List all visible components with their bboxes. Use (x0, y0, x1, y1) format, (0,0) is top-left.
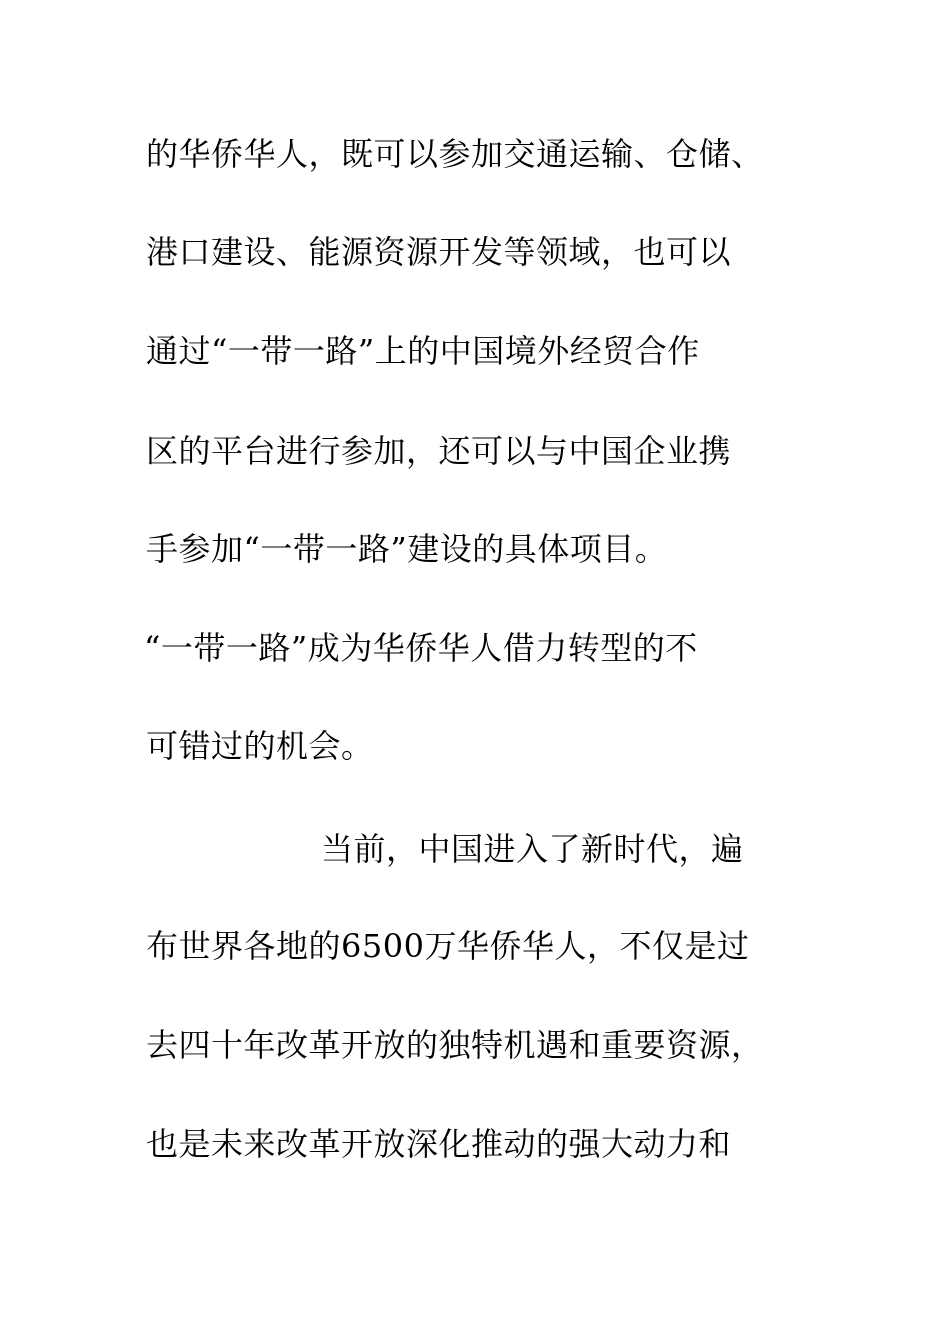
text-line-4: 区的平台进行参加，还可以与中国企业携 (146, 432, 732, 470)
text-line-10: 去四十年改革开放的独特机遇和重要资源， (146, 1026, 764, 1064)
text-line-5: 手参加“一带一路”建设的具体项目。 (146, 530, 668, 568)
text-line-2: 港口建设、能源资源开发等领域，也可以 (146, 233, 732, 271)
text-line-7: 可错过的机会。 (146, 727, 374, 765)
text-line-11: 也是未来改革开放深化推动的强大动力和 (146, 1125, 732, 1163)
paragraph-indented-line: 当前，中国进入了新时代，遍 (321, 830, 744, 868)
text-line-1: 的华侨华人，既可以参加交通运输、仓储、 (146, 135, 764, 173)
text-line-3: 通过“一带一路”上的中国境外经贸合作 (146, 332, 700, 370)
text-line-6: “一带一路”成为华侨华人借力转型的不 (144, 629, 698, 667)
text-line-9: 布世界各地的6500万华侨华人，不仅是过 (146, 927, 750, 965)
